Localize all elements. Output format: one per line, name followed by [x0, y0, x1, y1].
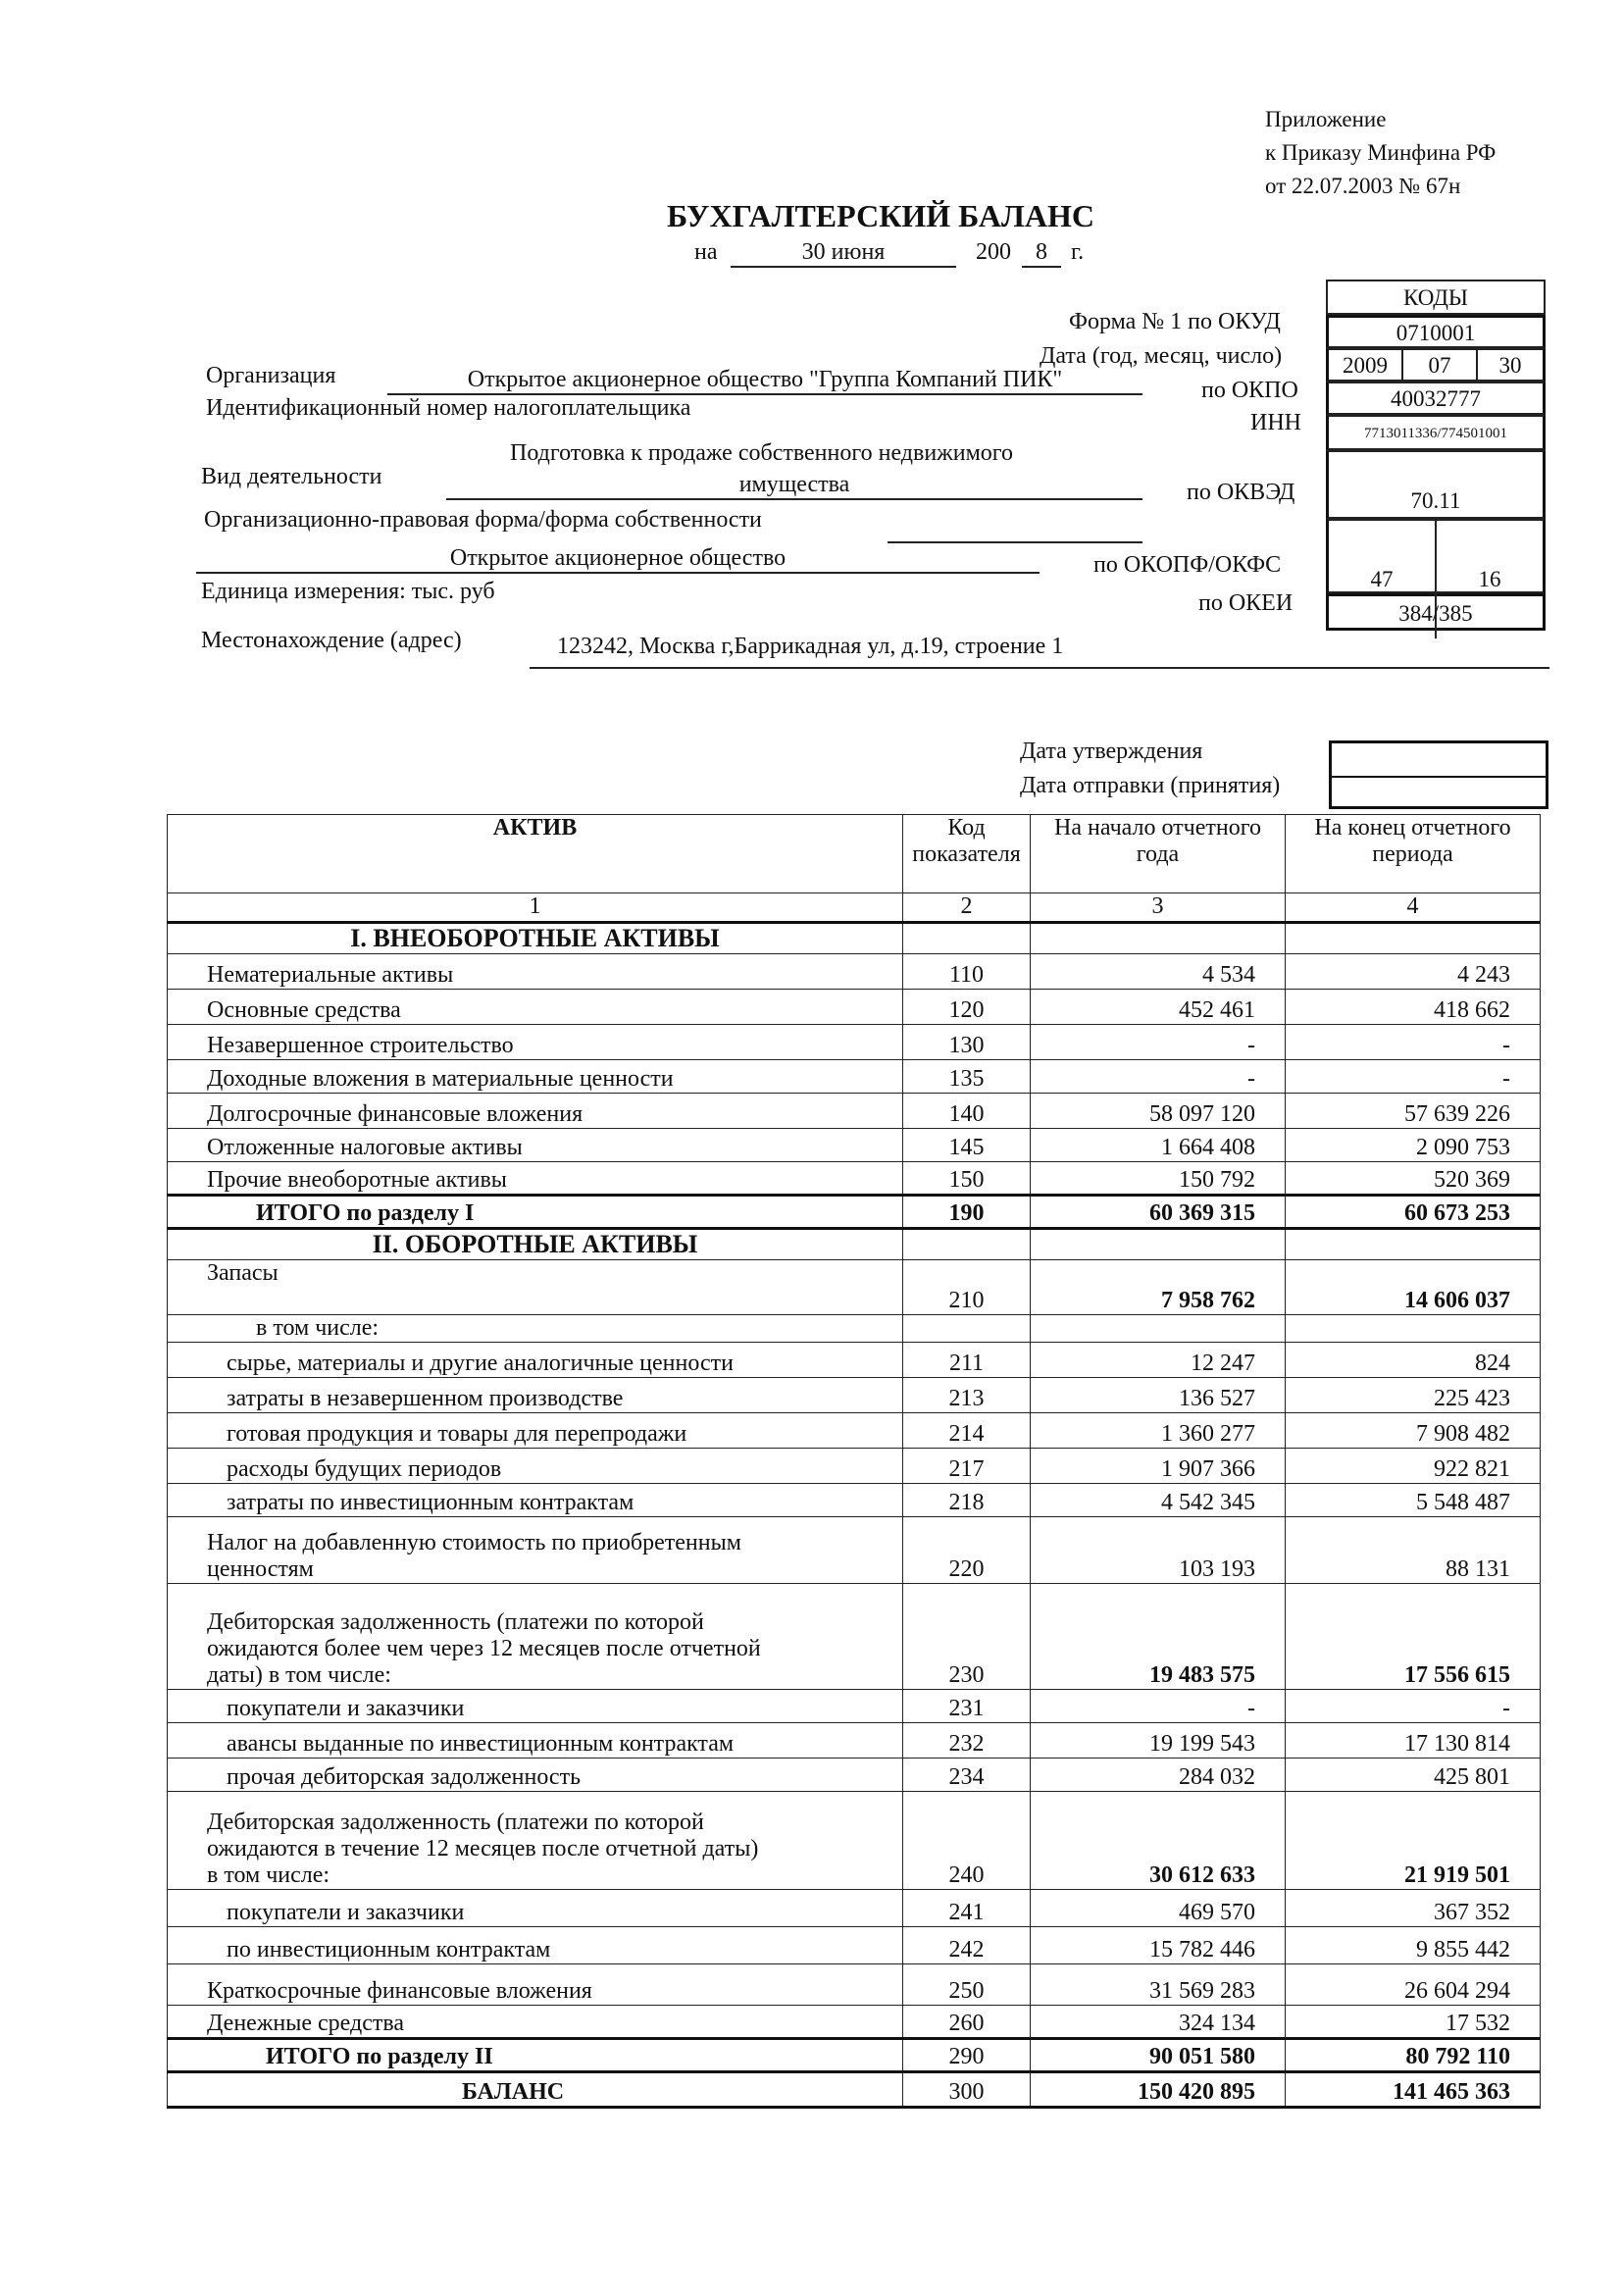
table-row: Незавершенное строительство 130 - - [168, 1025, 1541, 1060]
legal-form-value: Открытое акционерное общество [196, 545, 1040, 574]
table-row: Краткосрочные финансовые вложения 250 31 569 283 26 604 294 [168, 1964, 1541, 2006]
label-inn-full: Идентификационный номер налогоплательщика [206, 395, 691, 421]
approval-date-cell [1332, 743, 1546, 778]
label-address: Местонахождение (адрес) [201, 628, 462, 653]
date-suffix: г. [1071, 239, 1085, 265]
table-row: Дебиторская задолженность (платежи по которой ожидаются более чем через 12 месяцев после отчетной даты) в том числе: 230 19 483 575 17 556 615 [168, 1584, 1541, 1690]
label-form-okud: Форма № 1 по ОКУД [1069, 309, 1281, 334]
table-row: Основные средства 120 452 461 418 662 [168, 990, 1541, 1025]
header-start: На начало отчетного года [1031, 815, 1286, 893]
appendix-line2: к Приказу Минфина РФ [1265, 140, 1497, 165]
date-year-prefix: 200 [976, 239, 1011, 265]
index-2: 2 [903, 893, 1031, 923]
header-code: Код показателя [903, 815, 1031, 893]
table-row: готовая продукция и товары для перепродажи 214 1 360 277 7 908 482 [168, 1413, 1541, 1449]
date-prefix: на [694, 239, 718, 265]
address-underline [530, 667, 1549, 669]
appendix-block [1265, 103, 1496, 203]
date-day-month: 30 июня [731, 239, 956, 268]
table-row: прочая дебиторская задолженность 234 284 032 425 801 [168, 1759, 1541, 1792]
section-2-title: II. ОБОРОТНЫЕ АКТИВЫ [168, 1229, 903, 1260]
table-row: Денежные средства 260 324 134 17 532 [168, 2006, 1541, 2039]
table-row: Отложенные налоговые активы 145 1 664 408 2 090 753 [168, 1129, 1541, 1162]
label-org: Организация [206, 363, 336, 388]
document-title: БУХГАЛТЕРСКИЙ БАЛАНС [667, 198, 1094, 233]
code-okfs: 16 [1478, 567, 1501, 591]
section-1-row [168, 923, 1541, 954]
code-date [1326, 348, 1546, 382]
table-row: Запасы 210 7 958 762 14 606 037 [168, 1260, 1541, 1315]
table-row: авансы выданные по инвестиционным контрактам 232 19 199 543 17 130 814 [168, 1723, 1541, 1759]
label-date-ymd: Дата (год, месяц, число) [1040, 343, 1283, 369]
table-row: Долгосрочные финансовые вложения 140 58 097 120 57 639 226 [168, 1094, 1541, 1129]
table-row: покупатели и заказчики 241 469 570 367 352 [168, 1890, 1541, 1927]
label-inn: ИНН [1250, 410, 1301, 435]
activity-line1: Подготовка к продаже собственного недвижимого [510, 440, 1014, 466]
org-name: Открытое акционерное общество "Группа Компаний ПИК" [387, 367, 1142, 395]
table-row: Дебиторская задолженность (платежи по которой ожидаются в течение 12 месяцев после отчетной даты) в том числе: 240 30 612 633 21 919 501 [168, 1792, 1541, 1890]
table-row: Доходные вложения в материальные ценности 135 - - [168, 1060, 1541, 1094]
section-1-title: I. ВНЕОБОРОТНЫЕ АКТИВЫ [168, 923, 903, 954]
balance-total-row: БАЛАНС 300 150 420 895 141 465 363 [168, 2072, 1541, 2108]
table-row: затраты в незавершенном производстве 213 136 527 225 423 [168, 1378, 1541, 1413]
code-date-year: 2009 [1329, 350, 1403, 382]
index-row [168, 893, 1541, 923]
balance-table [167, 814, 1541, 2109]
code-okopf-okfs [1326, 519, 1546, 593]
table-row: покупатели и заказчики 231 - - [168, 1690, 1541, 1723]
table-row: по инвестиционным контрактам 242 15 782 446 9 855 442 [168, 1927, 1541, 1964]
label-okopf: по ОКОПФ/ОКФС [1093, 552, 1282, 578]
table-row: в том числе: [168, 1315, 1541, 1343]
index-1: 1 [168, 893, 903, 923]
section-2-row [168, 1229, 1541, 1260]
code-okud: 0710001 [1326, 315, 1546, 348]
code-date-month: 07 [1403, 350, 1478, 382]
code-inn: 7713011336/774501001 [1326, 415, 1546, 450]
label-unit: Единица измерения: тыс. руб [201, 579, 495, 604]
appendix-line1: Приложение [1265, 107, 1387, 131]
table-row: затраты по инвестиционным контрактам 218 4 542 345 5 548 487 [168, 1484, 1541, 1517]
label-legal-form: Организационно-правовая форма/форма собственности [204, 507, 762, 533]
label-okved: по ОКВЭД [1187, 480, 1295, 505]
codes-header: КОДЫ [1326, 280, 1546, 315]
label-okei: по ОКЕИ [1198, 590, 1294, 616]
approval-dates-box [1329, 740, 1548, 809]
date-year-digit: 8 [1022, 239, 1061, 268]
code-okved: 70.11 [1326, 450, 1546, 519]
section-1-total-row: ИТОГО по разделу I 190 60 369 315 60 673 253 [168, 1196, 1541, 1229]
label-activity: Вид деятельности [201, 464, 382, 489]
table-row: Налог на добавленную стоимость по приобретенным ценностям 220 103 193 88 131 [168, 1517, 1541, 1584]
section-2-total-row: ИТОГО по разделу II 290 90 051 580 80 792 110 [168, 2039, 1541, 2072]
codes-box [1326, 280, 1546, 631]
table-row: сырье, материалы и другие аналогичные ценности 211 12 247 824 [168, 1343, 1541, 1378]
header-end: На конец отчетного периода [1286, 815, 1541, 893]
header-asset: АКТИВ [168, 815, 903, 893]
table-row: Прочие внеоборотные активы 150 150 792 520 369 [168, 1162, 1541, 1196]
appendix-line3: от 22.07.2003 № 67н [1265, 174, 1461, 198]
code-date-day: 30 [1498, 353, 1522, 378]
legal-form-blank-line [888, 541, 1142, 543]
label-okpo: по ОКПО [1201, 378, 1298, 403]
label-sent-date: Дата отправки (принятия) [1020, 773, 1281, 798]
index-4: 4 [1286, 893, 1541, 923]
code-okpo: 40032777 [1326, 382, 1546, 415]
index-3: 3 [1031, 893, 1286, 923]
table-row: Нематериальные активы 110 4 534 4 243 [168, 954, 1541, 990]
address-value: 123242, Москва г,Баррикадная ул, д.19, строение 1 [557, 634, 1064, 659]
code-okei: 384/385 [1326, 593, 1546, 631]
table-row: расходы будущих периодов 217 1 907 366 922 821 [168, 1449, 1541, 1484]
label-approval-date: Дата утверждения [1020, 739, 1203, 764]
activity-line2: имущества [446, 472, 1142, 500]
code-okopf: 47 [1329, 521, 1437, 638]
